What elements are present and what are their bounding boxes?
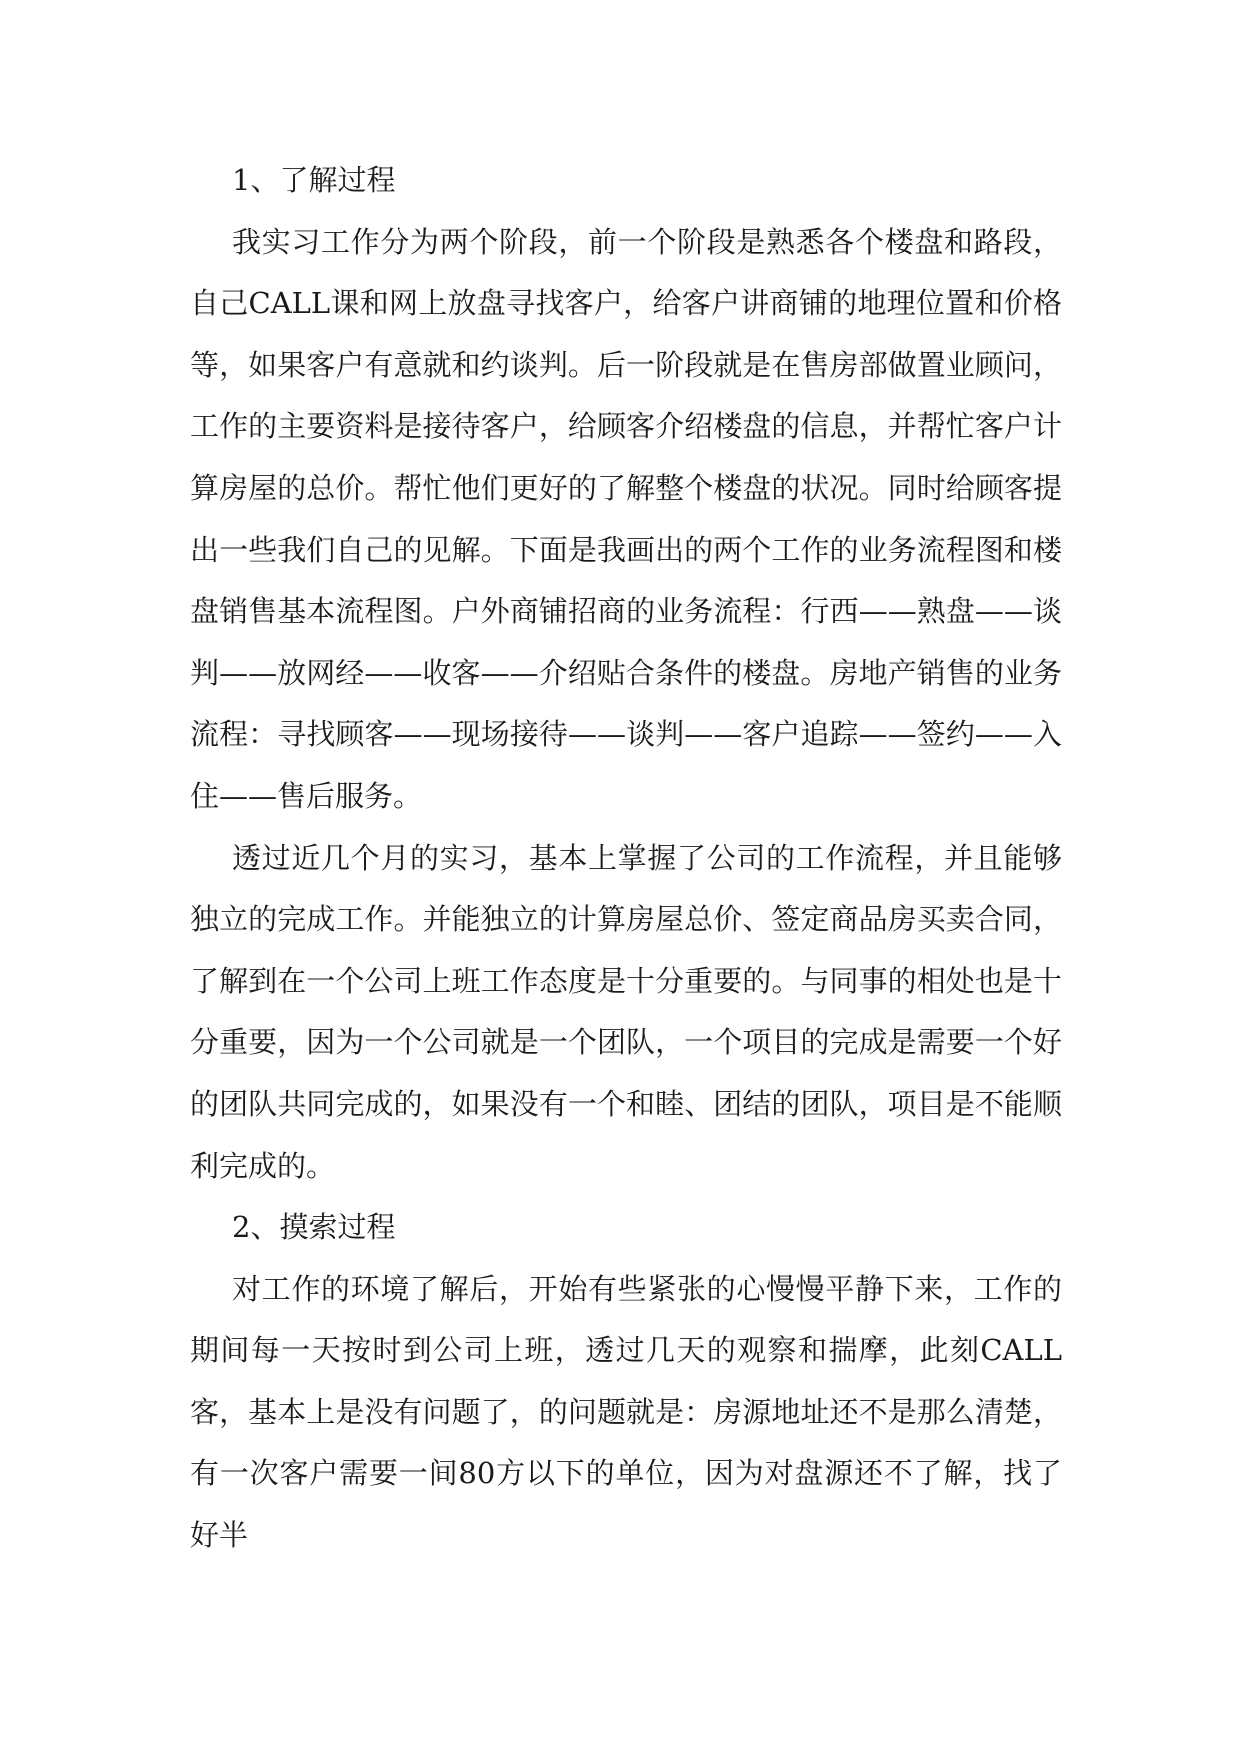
section-1-heading: 1、了解过程 [232,163,396,197]
section-2-paragraph-1: 对工作的环境了解后，开始有些紧张的心慢慢平静下来，工作的期间每一天按时到公司上班，透过几天的观察和揣摩，此刻CALL客，基本上是没有问题了，的问题就是：房源地址还不是那么清楚，有一次客户需要一间80方以下的单位，因为对盘源还不了解，找了好半 [190,1271,1062,1553]
section-2-heading: 2、摸索过程 [232,1210,396,1245]
document-body [190,150,1062,1567]
section-1-paragraph-2: 透过近几个月的实习，基本上掌握了公司的工作流程，并且能够独立的完成工作。并能独立的计算房屋总价、签定商品房买卖合同，了解到在一个公司上班工作态度是十分重要的。与同事的相处也是十分重要，因为一个公司就是一个团队，一个项目的完成是需要一个好的团队共同完成的，如果没有一个和睦、团结的团队，项目是不能顺利完成的。 [190,840,1062,1183]
section-1-paragraph-1: 我实习工作分为两个阶段，前一个阶段是熟悉各个楼盘和路段，自己CALL课和网上放盘寻找客户，给客户讲商铺的地理位置和价格等，如果客户有意就和约谈判。后一阶段就是在售房部做置业顾问，工作的主要资料是接待客户，给顾客介绍楼盘的信息，并帮忙客户计算房屋的总价。帮忙他们更好的了解整个楼盘的状况。同时给顾客提出一些我们自己的见解。下面是我画出的两个工作的业务流程图和楼盘销售基本流程图。户外商铺招商的业务流程：行西——熟盘——谈判——放网经——收客——介绍贴合条件的楼盘。房地产销售的业务流程：寻找顾客——现场接待——谈判——客户追踪——签约——入住——售后服务。 [190,224,1062,813]
